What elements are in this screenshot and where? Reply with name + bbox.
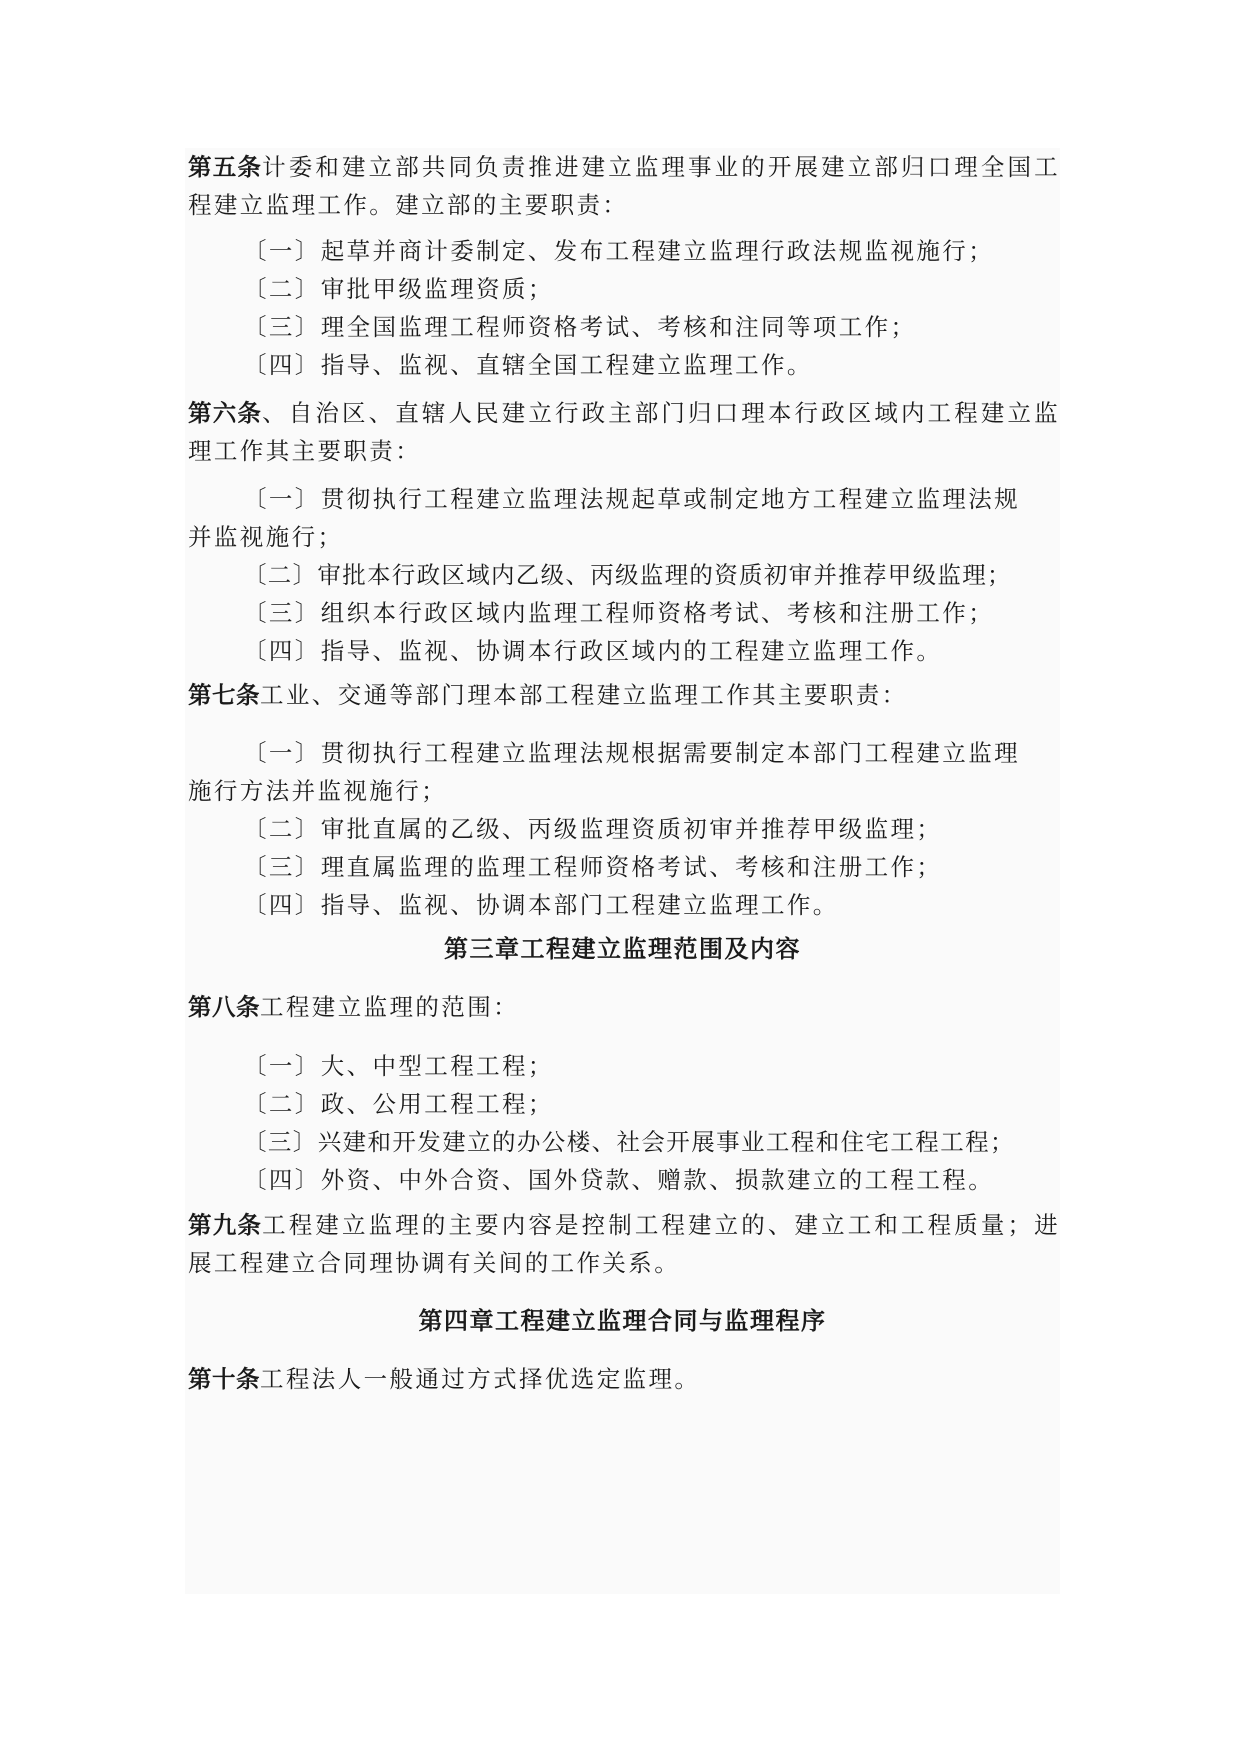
- article-6-item-1-head: 〔一〕贯彻执行工程建立监理法规起草或制定地方工程建立监理法规: [243, 485, 1020, 513]
- article-6-text: 、自治区、直辖人民建立行政主部门归口理本行政区域内工程建立监理工作其主要职责：: [188, 399, 1060, 465]
- article-8-paragraph: [188, 988, 1060, 1026]
- article-6-item-4: 〔四〕指导、监视、协调本行政区域内的工程建立监理工作。: [243, 637, 943, 665]
- article-8-text: 工程建立监理的范围：: [260, 993, 519, 1021]
- article-5-item-2: 〔二〕审批甲级监理资质；: [243, 275, 554, 303]
- article-5: [188, 148, 1060, 224]
- article-8-label: 第八条: [188, 993, 260, 1021]
- article-5-label: 第五条: [188, 153, 263, 181]
- article-8-item-4: 〔四〕外资、中外合资、国外贷款、赠款、损款建立的工程工程。: [243, 1166, 995, 1194]
- article-7-label: 第七条: [188, 681, 260, 709]
- article-10: [188, 1360, 1060, 1398]
- article-7-text: 工业、交通等部门理本部工程建立监理工作其主要职责：: [260, 681, 908, 709]
- article-8: [188, 988, 1060, 1026]
- article-5-text: 计委和建立部共同负责推进建立监理事业的开展建立部归口理全国工程建立监理工作。建立部的主要职责：: [188, 153, 1060, 219]
- article-9-label: 第九条: [188, 1211, 263, 1239]
- article-6-paragraph: [188, 394, 1060, 470]
- article-6-item-3: 〔三〕组织本行政区域内监理工程师资格考试、考核和注册工作；: [243, 599, 995, 627]
- article-8-items: [188, 1047, 1060, 1199]
- article-7-paragraph: [188, 676, 1060, 714]
- article-8-item-2: 〔二〕政、公用工程工程；: [243, 1090, 554, 1118]
- document-page: [185, 148, 1060, 1594]
- article-7-item-1-tail: 施行方法并监视施行；: [188, 777, 447, 805]
- article-7-item-3: 〔三〕理直属监理的监理工程师资格考试、考核和注册工作；: [243, 853, 943, 881]
- article-5-items: [188, 232, 1060, 384]
- article-6-item-2: 〔二〕审批本行政区域内乙级、丙级监理的资质初审并推荐甲级监理；: [243, 561, 1012, 589]
- article-8-item-3: 〔三〕兴建和开发建立的办公楼、社会开展事业工程和住宅工程工程；: [243, 1128, 1015, 1156]
- chapter-4-heading: 第四章工程建立监理合同与监理程序: [418, 1306, 827, 1335]
- article-5-item-4: 〔四〕指导、监视、直辖全国工程建立监理工作。: [243, 351, 813, 379]
- article-5-item-3: 〔三〕理全国监理工程师资格考试、考核和注同等项工作；: [243, 313, 917, 341]
- article-7: [188, 676, 1060, 714]
- article-9: [188, 1206, 1060, 1282]
- article-9-text: 工程建立监理的主要内容是控制工程建立的、建立工和工程质量；进展工程建立合同理协调有关间的工作关系。: [188, 1211, 1060, 1277]
- article-7-item-4: 〔四〕指导、监视、协调本部门工程建立监理工作。: [243, 891, 839, 919]
- article-5-item-1: 〔一〕起草并商计委制定、发布工程建立监理行政法规监视施行；: [243, 237, 995, 265]
- article-7-item-2: 〔二〕审批直属的乙级、丙级监理资质初审并推荐甲级监理；: [243, 815, 943, 843]
- article-6-label: 第六条: [188, 399, 263, 427]
- chapter-3-heading: 第三章工程建立监理范围及内容: [444, 934, 801, 963]
- article-10-label: 第十条: [188, 1365, 260, 1393]
- article-5-paragraph: [188, 148, 1060, 224]
- article-9-paragraph: [188, 1206, 1060, 1282]
- article-10-paragraph: [188, 1360, 1060, 1398]
- article-6-item-1-tail: 并监视施行；: [188, 523, 344, 551]
- article-7-items: [188, 734, 1060, 924]
- article-10-text: 工程法人一般通过方式择优选定监理。: [260, 1365, 701, 1393]
- article-8-item-1: 〔一〕大、中型工程工程；: [243, 1052, 554, 1080]
- article-6: [188, 394, 1060, 470]
- article-7-item-1-head: 〔一〕贯彻执行工程建立监理法规根据需要制定本部门工程建立监理: [243, 739, 1020, 767]
- article-6-items: [188, 480, 1060, 670]
